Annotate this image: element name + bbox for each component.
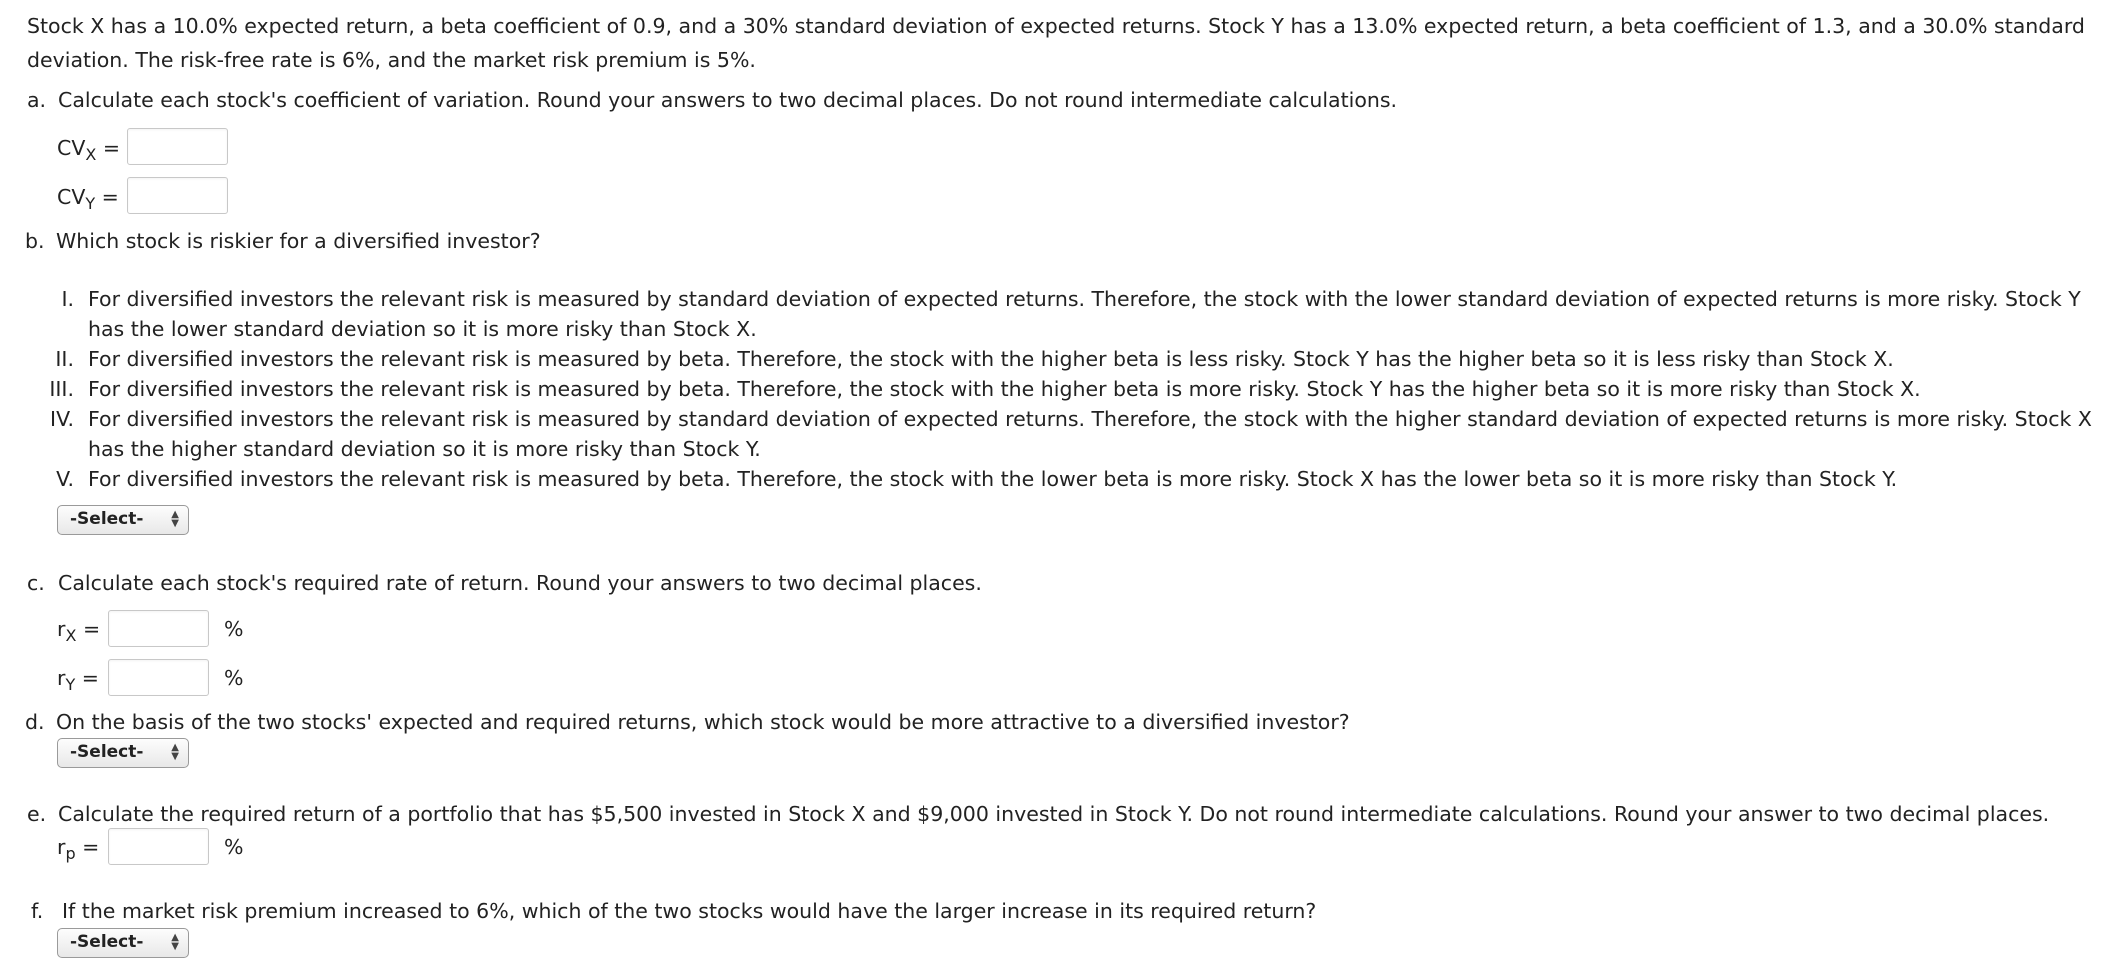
option-text: For diversified investors the relevant risk is measured by beta. Therefore, the stock with the lower beta is more risky. Stock X has the lower beta so it is more risky than Stock Y. — [88, 467, 1898, 491]
rx-label: $r_X$ = — [57, 617, 101, 645]
rp-input[interactable] — [108, 828, 209, 865]
part-c-text: Calculate each stock's required rate of return. Round your answers to two decimal places. — [58, 571, 982, 595]
part-f-question — [31, 899, 1316, 923]
updown-arrows-icon: ▲ ▼ — [171, 932, 179, 952]
part-a-letter: a. — [27, 88, 47, 112]
rx-percent-unit: % — [224, 617, 244, 641]
option-text: For diversified investors the relevant risk is measured by beta. Therefore, the stock with the higher beta is less risky. Stock Y has the higher beta so it is less risky than Stock X. — [88, 347, 1894, 371]
part-d-question — [25, 710, 1350, 734]
part-b-question — [25, 229, 541, 253]
part-e-question — [27, 802, 2049, 826]
rx-input[interactable] — [108, 610, 209, 647]
part-d-text: On the basis of the two stocks' expected and required returns, which stock would be more attractive to a diversified investor? — [56, 710, 1350, 734]
option-number: II. — [55, 347, 74, 371]
ry-label: $r_Y$ = — [57, 666, 99, 694]
part-a-question — [27, 88, 1397, 112]
cvx-input[interactable] — [127, 128, 228, 165]
part-c-question — [27, 571, 982, 595]
updown-arrows-icon: ▲ ▼ — [171, 742, 179, 762]
part-f-text: If the market risk premium increased to 6%, which of the two stocks would have the larger increase in its required return? — [62, 899, 1317, 923]
option-number: IV. — [50, 407, 74, 431]
part-b-text: Which stock is riskier for a diversified investor? — [56, 229, 541, 253]
part-a-text: Calculate each stock's coefficient of variation. Round your answers to two decimal places. Do not round intermediate calculations. — [58, 88, 1398, 112]
cvx-label: $CV_X$ = — [57, 136, 121, 164]
rp-percent-unit: % — [224, 835, 244, 859]
option-number: V. — [56, 467, 74, 491]
cvy-label: $CV_Y$ = — [57, 185, 119, 213]
option-number: III. — [49, 377, 74, 401]
ry-input[interactable] — [108, 659, 209, 696]
part-d-letter: d. — [25, 710, 45, 734]
cvy-input[interactable] — [127, 177, 228, 214]
part-d-select[interactable]: -Select- ▲ ▼ — [57, 738, 189, 768]
part-e-letter: e. — [27, 802, 47, 826]
updown-arrows-icon: ▲ ▼ — [171, 509, 179, 529]
option-number: I. — [61, 287, 74, 311]
part-f-letter: f. — [31, 899, 44, 923]
option-text: For diversified investors the relevant risk is measured by standard deviation of expected returns. Therefore, the stock with the higher standard deviation of expected returns is more risky. Stock X has the higher standard deviation so it is more risky than Stock Y. — [88, 407, 2092, 461]
option-text: For diversified investors the relevant risk is measured by standard deviation of expected returns. Therefore, the stock with the lower standard deviation of expected returns is more risky. Stock Y has the lower standard deviation so it is more risky than Stock X. — [88, 287, 2081, 341]
ry-percent-unit: % — [224, 666, 244, 690]
part-c-letter: c. — [27, 571, 45, 595]
part-b-letter: b. — [25, 229, 45, 253]
part-e-text: Calculate the required return of a portfolio that has $5,500 invested in Stock X and $9,000 invested in Stock Y. Do not round intermediate calculations. Round your answer to two decimal places. — [58, 802, 2050, 826]
rp-label: $r_p$ = — [57, 835, 100, 863]
problem-intro: Stock X has a 10.0% expected return, a beta coefficient of 0.9, and a 30% standard deviation of expected returns. Stock Y has a 13.0% expected return, a beta coefficient of 1.3, and a 30.0% standard deviation. The risk-free rate is 6%, and the market risk premium is 5%. — [27, 14, 2085, 72]
part-b-select[interactable]: -Select- ▲ ▼ — [57, 505, 189, 535]
option-text: For diversified investors the relevant risk is measured by beta. Therefore, the stock with the higher beta is more risky. Stock Y has the higher beta so it is more risky than Stock X. — [88, 377, 1921, 401]
part-f-select[interactable]: -Select- ▲ ▼ — [57, 928, 189, 958]
